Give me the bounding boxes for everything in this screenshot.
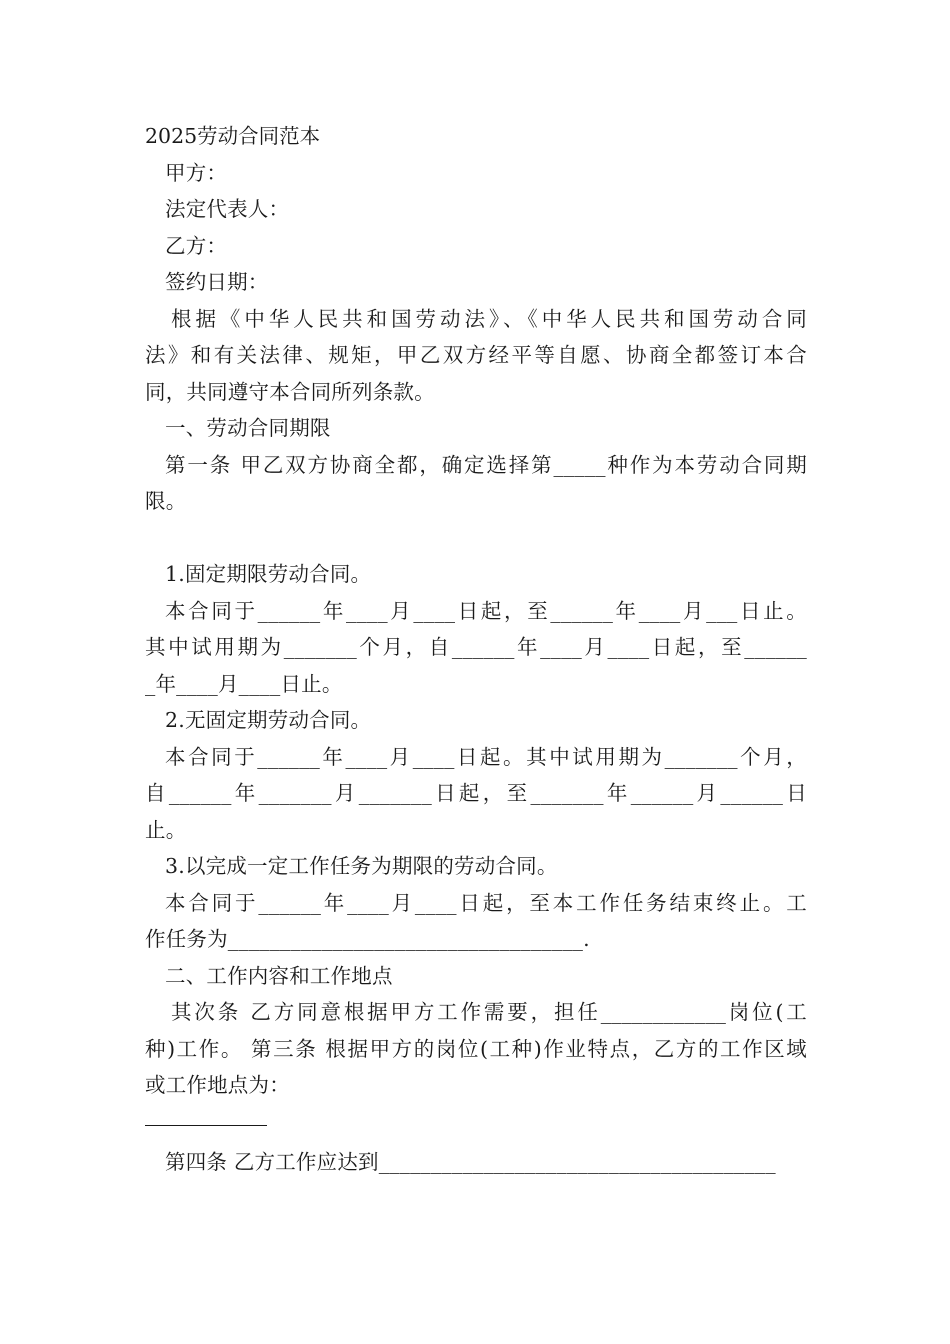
blank-spacer — [145, 520, 807, 557]
option2-heading: 2.无固定期劳动合同。 — [165, 708, 372, 732]
article4-line: 第四条 乙方工作应达到______________________________________ — [165, 1149, 776, 1174]
section2-line: 种)工作。 第三条 根据甲方的岗位(工种)作业特点，乙方的工作区域 — [145, 1036, 807, 1061]
option1-heading: 1.固定期限劳动合同。 — [165, 562, 372, 586]
preamble-paragraph — [145, 301, 807, 411]
option3-line: 作任务为__________________________________. — [145, 927, 590, 951]
option1-line: _年____月____日止。 — [145, 671, 343, 696]
option2-line: 本合同于______年____月____日起。其中试用期为_______个月， — [165, 744, 807, 769]
option3-paragraph — [145, 885, 807, 958]
article1-line: 第一条 甲乙双方协商全都，确定选择第_____种作为本劳动合同期 — [165, 452, 807, 477]
legal-rep-field: 法定代表人： — [165, 197, 290, 221]
party-b-field: 乙方： — [165, 233, 228, 258]
option3-heading: 3.以完成一定工作任务为期限的劳动合同。 — [165, 854, 558, 878]
option2-line: 止。 — [145, 817, 187, 842]
option1-line: 其中试用期为_______个月，自______年____月____日起，至______ — [145, 635, 807, 659]
workplace-blank-rule — [145, 1125, 267, 1126]
document-page — [145, 118, 807, 1180]
section2-heading: 二、工作内容和工作地点 — [165, 963, 393, 988]
option1-line: 本合同于______年____月____日起，至______年____月___日止。 — [165, 598, 807, 623]
preamble-line: 同，共同遵守本合同所列条款。 — [145, 379, 435, 404]
workplace-blank — [145, 1104, 807, 1144]
preamble-line: 法》和有关法律、规矩，甲乙双方经平等自愿、协商全都签订本合 — [145, 343, 807, 367]
sign-date-field: 签约日期： — [165, 270, 269, 294]
option2-paragraph — [145, 739, 807, 849]
option2-line: 自______年_______月_______日起，至_______年______月______日 — [145, 781, 807, 805]
section2-line: 或工作地点为： — [145, 1073, 290, 1097]
article1-paragraph — [145, 447, 807, 520]
document-title: 2025劳动合同范本 — [145, 124, 321, 148]
option1-paragraph — [145, 593, 807, 703]
option3-line: 本合同于______年____月____日起，至本工作任务结束终止。工 — [165, 890, 807, 915]
section2-paragraph — [145, 994, 807, 1104]
section1-heading: 一、劳动合同期限 — [165, 416, 331, 440]
article1-line: 限。 — [145, 489, 187, 513]
party-a-field: 甲方： — [165, 160, 228, 185]
section2-line: 其次条 乙方同意根据甲方工作需要，担任____________岗位(工 — [171, 1000, 807, 1024]
preamble-line: 根据《中华人民共和国劳动法》、《中华人民共和国劳动合同 — [171, 306, 807, 331]
